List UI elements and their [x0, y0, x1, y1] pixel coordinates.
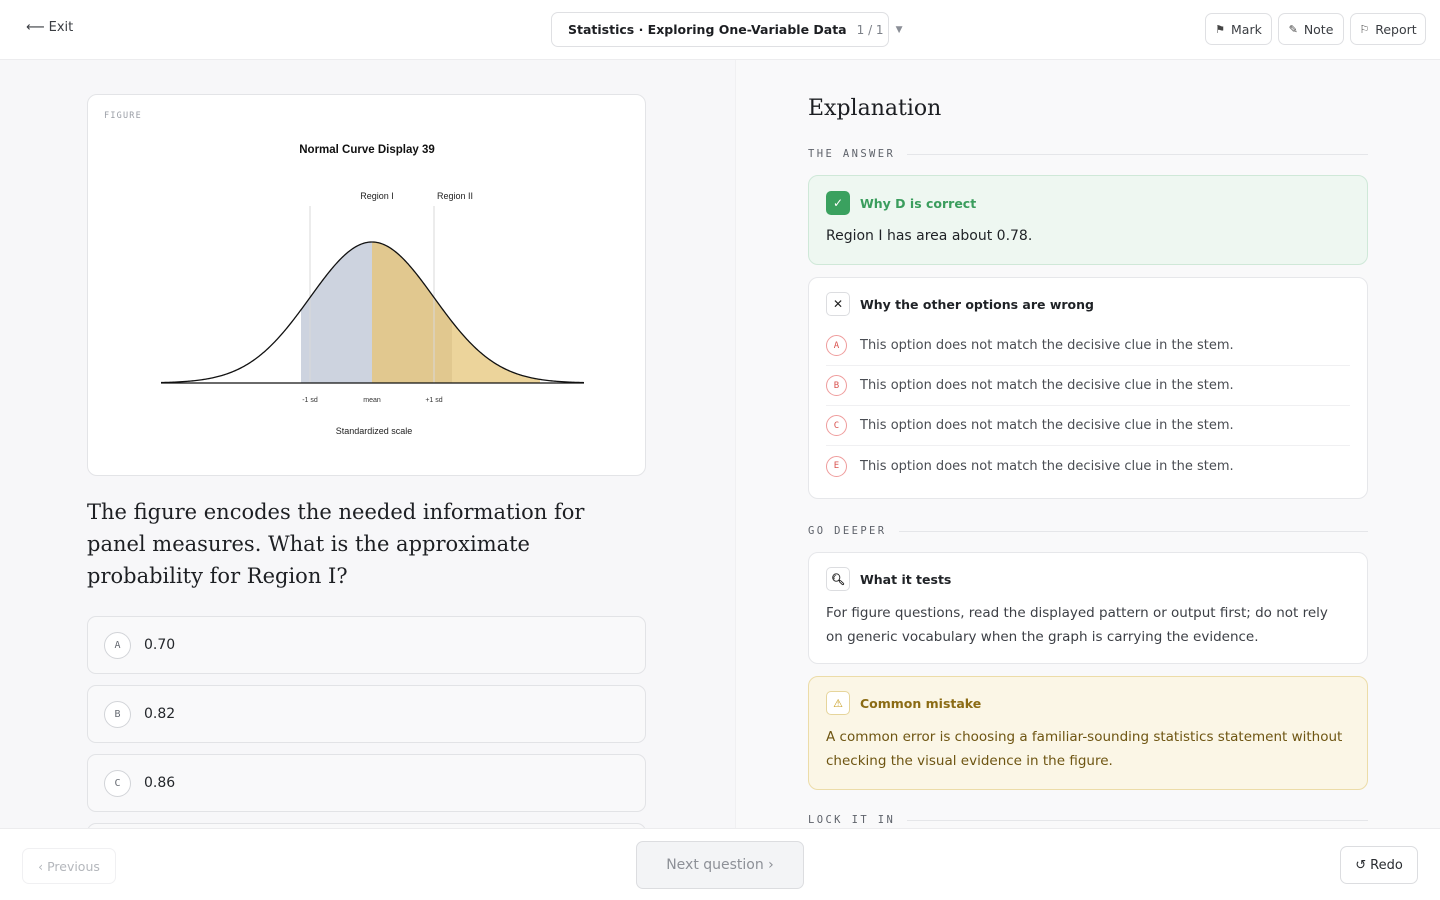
correct-head	[826, 191, 976, 215]
note-button[interactable]	[1278, 13, 1344, 45]
wrong-text: This option does not match the decisive clue in the stem.	[860, 338, 1234, 353]
option-c[interactable]	[87, 754, 646, 812]
question-panel	[0, 60, 735, 828]
option-value: 0.82	[144, 706, 176, 722]
wrong-options-card	[808, 277, 1368, 499]
flag-outline-icon: ⚐	[1359, 22, 1370, 36]
pencil-icon: ✎	[1288, 22, 1298, 36]
option-value: 0.70	[144, 637, 176, 653]
tests-head-text: What it tests	[860, 571, 952, 587]
check-icon: ✓	[826, 191, 850, 215]
region-2-area	[372, 242, 452, 383]
section-label-text: LOCK IT IN	[808, 814, 896, 826]
option-letter: A	[104, 632, 131, 659]
mark-button[interactable]	[1205, 13, 1272, 45]
report-button[interactable]	[1350, 13, 1426, 45]
figure-card	[87, 94, 646, 476]
wrong-text: This option does not match the decisive clue in the stem.	[860, 418, 1234, 433]
wrong-letter: C	[826, 415, 847, 436]
wrong-letter: A	[826, 335, 847, 356]
redo-label: Redo	[1370, 857, 1403, 873]
wrong-text: This option does not match the decisive clue in the stem.	[860, 458, 1234, 474]
search-icon: 🔍︎	[826, 567, 850, 591]
explanation-title: Explanation	[808, 96, 942, 121]
redo-button[interactable]	[1340, 846, 1418, 884]
option-a[interactable]	[87, 616, 646, 674]
x-axis-label: Standardized scale	[335, 426, 413, 436]
section-label-text: THE ANSWER	[808, 148, 896, 160]
wrong-head-text: Why the other options are wrong	[860, 296, 1094, 312]
figure-title: Normal Curve Display 39	[299, 144, 435, 156]
region-2-label: Region II	[436, 191, 474, 201]
wrong-row-e	[826, 446, 1350, 486]
wrong-head	[826, 292, 1094, 316]
flag-icon: ⚑	[1215, 22, 1226, 36]
explanation-panel	[735, 60, 1440, 828]
section-the-answer	[808, 148, 1368, 160]
next-question-button[interactable]: Next question ›	[636, 841, 804, 889]
mistake-body: A common error is choosing a familiar-sounding statistics statement without checking the visual evidence in the figure.	[826, 729, 1343, 769]
section-lock-it-in	[808, 814, 1368, 826]
wrong-row-a	[826, 326, 1350, 366]
question-count: 1 / 1	[856, 22, 884, 37]
correct-answer-card	[808, 175, 1368, 265]
mistake-head	[826, 691, 981, 715]
previous-button[interactable]: ‹ Previous	[22, 848, 116, 884]
normal-curve-figure	[88, 95, 647, 477]
wrong-row-c	[826, 406, 1350, 446]
tests-head	[826, 567, 951, 591]
correct-head-text: Why D is correct	[860, 195, 977, 211]
tests-body: For figure questions, read the displayed pattern or output first; do not rely on generic vocabulary when the graph is carrying the evidence.	[826, 605, 1328, 645]
breadcrumb-title: Statistics · Exploring One-Variable Data	[568, 22, 847, 37]
common-mistake-card	[808, 676, 1368, 790]
report-label: Report	[1375, 21, 1417, 37]
region-1-label: Region I	[360, 191, 394, 201]
close-icon: ✕	[826, 292, 850, 316]
wrong-row-b	[826, 366, 1350, 406]
section-divider	[907, 154, 1368, 155]
section-divider	[907, 820, 1368, 821]
exit-label: Exit	[48, 20, 74, 35]
question-text: The figure encodes the needed information for panel measures. What is the approximate probability for Region I?	[87, 500, 585, 588]
exit-button[interactable]	[26, 20, 73, 35]
right-tail-area	[452, 322, 540, 383]
wrong-letter: B	[826, 375, 847, 396]
mistake-head-text: Common mistake	[860, 695, 982, 711]
option-b[interactable]	[87, 685, 646, 743]
chevron-down-icon: ▼	[895, 24, 903, 35]
option-value: 0.86	[144, 775, 176, 791]
figure-tag: FIGURE	[104, 111, 142, 121]
wrong-text: This option does not match the decisive clue in the stem.	[860, 378, 1234, 393]
what-it-tests-card	[808, 552, 1368, 664]
breadcrumb-selector[interactable]	[551, 12, 903, 47]
tick-minus-sd: -1 sd	[302, 397, 318, 404]
option-letter: B	[104, 701, 131, 728]
note-label: Note	[1303, 21, 1334, 37]
top-bar	[0, 0, 1440, 60]
redo-icon: ↺	[1355, 857, 1367, 873]
tick-plus-sd: +1 sd	[425, 397, 443, 404]
warning-icon: ⚠	[826, 691, 850, 715]
tick-mean: mean	[363, 397, 381, 404]
arrow-left-icon: ⟵	[26, 20, 45, 35]
mark-label: Mark	[1231, 21, 1262, 37]
bottom-bar	[0, 828, 1440, 900]
section-divider	[899, 531, 1369, 532]
correct-body: Region I has area about 0.78.	[826, 228, 1033, 244]
section-label-text: GO DEEPER	[808, 525, 887, 537]
wrong-letter: E	[826, 456, 847, 477]
section-go-deeper	[808, 525, 1368, 537]
option-letter: C	[104, 770, 131, 797]
